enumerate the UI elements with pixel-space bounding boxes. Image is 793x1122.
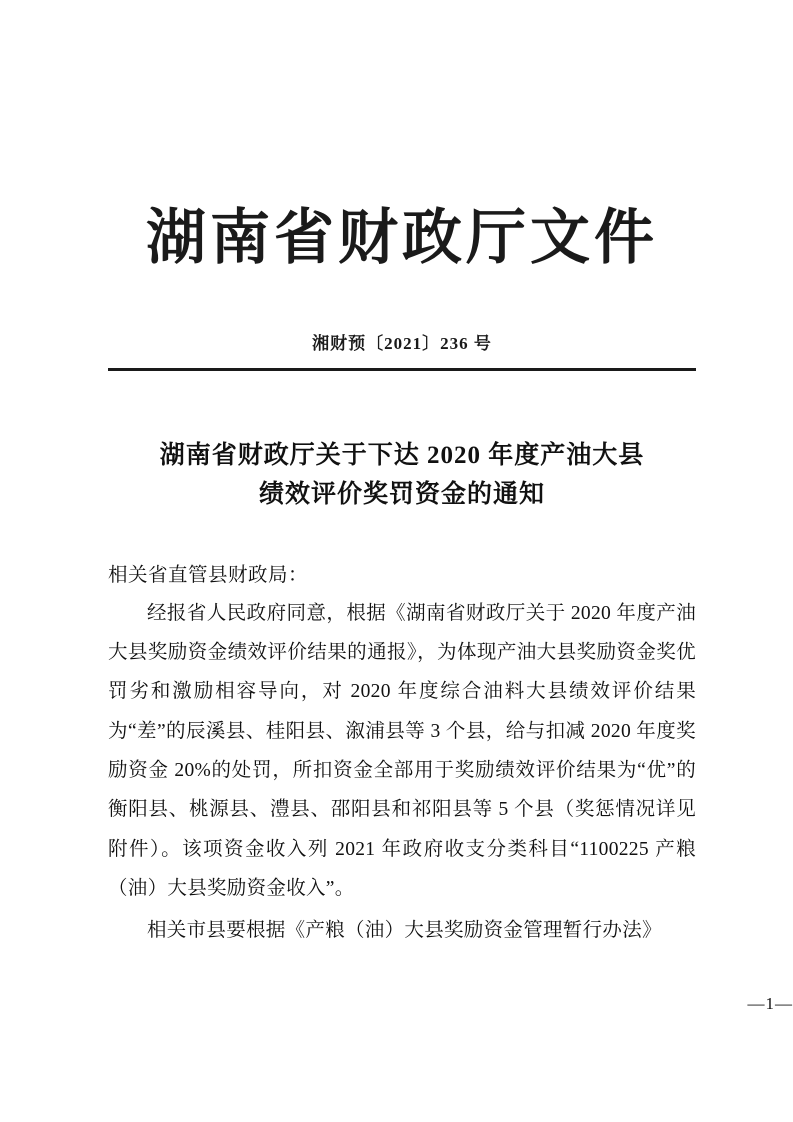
salutation: 相关省直管县财政局：	[108, 564, 309, 586]
masthead-title: 湖南省财政厅文件	[146, 205, 658, 271]
body-paragraph-2: 相关市县要根据《产粮（油）大县奖励资金管理暂行办法》	[147, 919, 662, 941]
document-content	[108, 0, 696, 1122]
page-title-line-1: 湖南省财政厅关于下达 2020 年度产油大县	[159, 442, 645, 469]
page-title-line-2: 绩效评价奖罚资金的通知	[258, 480, 545, 508]
body-paragraph-1: 经报省人民政府同意，根据《湖南省财政厅关于 2020 年度产油大县奖励资金绩效评价结果的通报》，为体现产油大县奖励资金奖优罚劣和激励相容导向，对 2020 年度综合油料大县绩效评价结果为“差”的辰溪县、桂阳县、溆浦县等 3 个县，给与扣减 2020 年度奖励资金 20%的处罚，所扣资金全部用于奖励绩效评价结果为“优”的衡阳县、桃源县、澧县、邵阳县和祁阳县等 5 个县（奖惩情况详见附件）。该项资金收入列 2021 年政府收支分类科目“1100225 产粮（油）大县奖励资金收入”。	[108, 602, 696, 900]
document-number: 湘财预〔2021〕236 号	[312, 334, 492, 353]
page-number: —1—	[747, 994, 793, 1013]
page-title	[108, 437, 696, 515]
horizontal-rule	[108, 368, 696, 371]
